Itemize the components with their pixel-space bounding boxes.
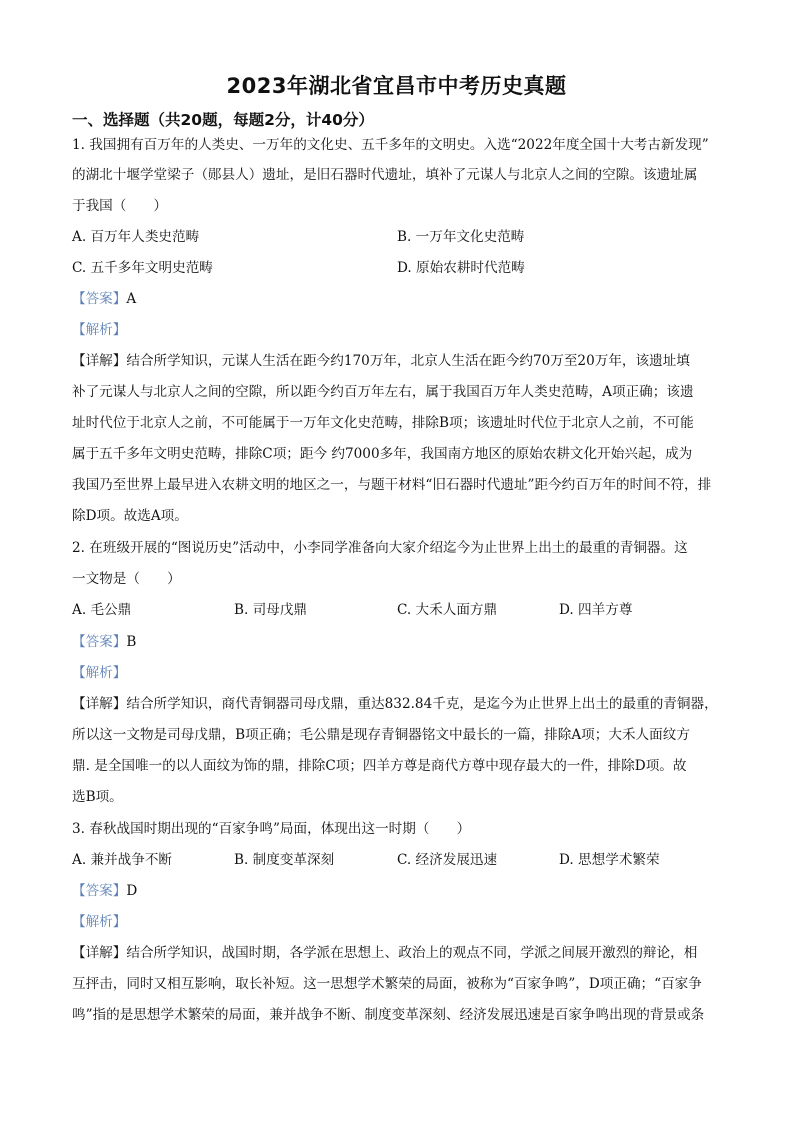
answer-label: 【答案】 (72, 883, 127, 899)
answer-value: A (126, 291, 137, 307)
q2-answer (72, 633, 732, 651)
q2-option-c: C. 大禾人面方鼎 (397, 602, 498, 618)
q1-answer (72, 290, 732, 308)
q2-stem-line-1: 2. 在班级开展的“图说历史”活动中，小李同学准备向大家介绍迄今为止世界上出土的最重的青铜器。这 (72, 540, 688, 556)
q2-option-b: B. 司母戊鼎 (234, 602, 308, 618)
detail-text: 结合所学知识，战国时期，各学派在思想上、政治上的观点不同，学派之间展开激烈的辩论，相 (126, 945, 698, 961)
q1-detail-line-6: 除D项。故选A项。 (72, 508, 188, 524)
q3-option-a: A. 兼并战争不断 (72, 852, 173, 868)
q2-detail-line-4: 选B项。 (72, 789, 123, 805)
q3-option-d: D. 思想学术繁荣 (559, 852, 660, 868)
detail-label: 【详解】 (72, 945, 127, 961)
q2-detail-line-1 (72, 695, 732, 713)
q3-answer (72, 882, 732, 900)
answer-value: D (126, 883, 138, 899)
q2-stem-line-2: 一文物是（ ） (72, 571, 181, 587)
q1-detail-line-4: 属于五千多年文明史范畴，排除C项；距今 约7000多年，我国南方地区的原始农耕文化开始兴起，成为 (72, 446, 693, 462)
q3-option-b: B. 制度变革深刻 (234, 852, 335, 868)
q1-stem-line-1: 1. 我国拥有百万年的人类史、一万年的文化史、五千多年的文明史。入选“2022年度全国十大考古新发现” (72, 137, 709, 153)
q1-stem-line-3: 于我国（ ） (72, 198, 168, 214)
detail-text: 结合所学知识，元谋人生活在距今约170万年，北京人生活在距今约70万至20万年，该遗址填 (126, 353, 690, 369)
detail-label: 【详解】 (72, 353, 127, 369)
q1-option-d: D. 原始农耕时代范畴 (397, 260, 525, 276)
q3-detail-line-3: 鸣”指的是思想学术繁荣的局面，兼并战争不断、制度变革深刻、经济发展迅速是百家争鸣出现的背景或条 (72, 1007, 705, 1023)
detail-label: 【详解】 (72, 696, 127, 712)
q3-analysis-label: 【解析】 (72, 914, 127, 930)
q3-detail-line-1 (72, 944, 732, 962)
q3-option-c: C. 经济发展迅速 (397, 852, 498, 868)
q1-option-c: C. 五千多年文明史范畴 (72, 260, 213, 276)
answer-label: 【答案】 (72, 634, 127, 650)
q3-detail-line-2: 互抨击，同时又相互影响，取长补短。这一思想学术繁荣的局面，被称为“百家争鸣”，D项正确；“百家争 (72, 976, 702, 992)
detail-text: 结合所学知识，商代青铜器司母戊鼎，重达832.84千克，是迄今为止世界上出土的最重的青铜器， (126, 696, 718, 712)
q1-detail-line-1 (72, 352, 732, 370)
q2-detail-line-2: 所以这一文物是司母戊鼎，B项正确；毛公鼎是现存青铜器铭文中最长的一篇，排除A项；大禾人面纹方 (72, 727, 690, 743)
q2-option-d: D. 四羊方尊 (559, 602, 633, 618)
q1-analysis-label: 【解析】 (72, 322, 127, 338)
q1-option-b: B. 一万年文化史范畴 (397, 229, 525, 245)
document-title: 2023年湖北省宜昌市中考历史真题 (226, 74, 567, 98)
q1-detail-line-5: 我国乃至世界上最早进入农耕文明的地区之一，与题干材料“旧石器时代遗址”距今约百万年的时间不符，排 (72, 477, 712, 493)
q2-analysis-label: 【解析】 (72, 665, 127, 681)
q2-option-a: A. 毛公鼎 (72, 602, 132, 618)
section-heading: 一、选择题（共20题，每题2分，计40分） (72, 111, 374, 129)
q3-stem-line-1: 3. 春秋战国时期出现的“百家争鸣”局面，体现出这一时期（ ） (72, 821, 471, 837)
q2-detail-line-3: 鼎. 是全国唯一的以人面纹为饰的鼎，排除C项；四羊方尊是商代方尊中现存最大的一件，排除D项。故 (72, 758, 687, 774)
q1-stem-line-2: 的湖北十堰学堂梁子（郧县人）遗址，是旧石器时代遗址，填补了元谋人与北京人之间的空隙。该遗址属 (72, 167, 698, 183)
answer-label: 【答案】 (72, 291, 127, 307)
q1-option-a: A. 百万年人类史范畴 (72, 229, 200, 245)
q1-detail-line-2: 补了元谋人与北京人之间的空隙，所以距今约百万年左右，属于我国百万年人类史范畴，A项正确；该遗 (72, 384, 694, 400)
q1-detail-line-3: 址时代位于北京人之前，不可能属于一万年文化史范畴，排除B项；该遗址时代位于北京人之前，不可能 (72, 415, 694, 431)
answer-value: B (126, 634, 137, 650)
